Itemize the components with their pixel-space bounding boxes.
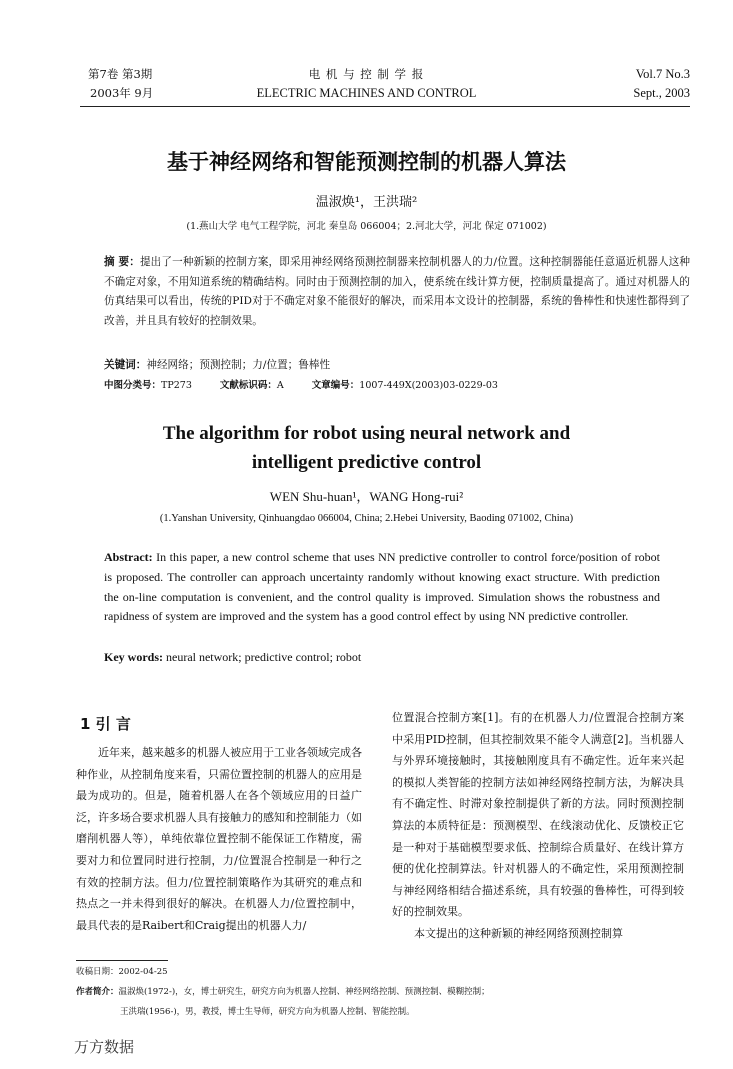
authors-en: WEN Shu-huan¹，WANG Hong-rui² (269, 489, 464, 504)
header-journal-en: ELECTRIC MACHINES AND CONTROL (256, 86, 477, 100)
footnote-bio-1 (76, 984, 696, 1001)
doc-code-label: 文献标识码： (219, 380, 277, 391)
header-volume-en: Vol.7 No.3 (635, 67, 690, 81)
header-volume-cn: 第7卷 第3期 (88, 67, 153, 81)
doc-code-value: A (276, 380, 284, 391)
title-en-line1: The algorithm for robot using neural network and (162, 423, 571, 444)
title-cn: 基于神经网络和智能预测控制的机器人算法 (167, 150, 566, 174)
keywords-cn-text: 神经网络；预测控制；力/位置；鲁棒性 (146, 359, 331, 371)
header-date-cn: 2003年 9月 (90, 86, 154, 100)
body-paragraph: 近年来，越来越多的机器人被应用于工业各领域完成各种作业，从控制角度来看，只需位置控制的机器人的应用是最为成功的。但是，随着机器人在各个领域应用的日益广泛，许多场合要求机器人具有接触力的感知和控制能力（如磨削机器人等），单纯依靠位置控制不能保证工作精度，需要对力和位置同时进行控制，力/位置混合控制是一种行之有效的控制方法。但力/位置控制策略作为其研究的难点和热点之一并未得到很好的解决。在机器人力/位置控制中，最具代表的是Raibert和Craig提出的机器人力/ (76, 746, 362, 932)
header-date-en: Sept., 2003 (633, 86, 690, 100)
footnote-bio-2: 王洪瑞(1956-)，男，教授，博士生导师，研究方向为机器人控制、智能控制。 (120, 1007, 415, 1017)
article-no-value: 1007-449X(2003)03-0229-03 (359, 380, 498, 391)
abstract-cn-text: 提出了一种新颖的控制方案，即采用神经网络预测控制器来控制机器人的力/位置。这种控制器能任意逼近机器人这种不确定对象，不用知道系统的精确结构。同时由于预测控制的加入，使系统在线计算方便，控制质量提高了。通过对机器人的仿真结果可以看出，传统的PID对于不确定对象不能很好的解决，而采用本文设计的控制器，系统的鲁棒性和快速性都得到了改善，并且具有较好的控制效果。 (104, 256, 690, 327)
footnote-rule (76, 960, 168, 961)
affiliation-cn: (1.燕山大学 电气工程学院，河北 秦皇岛 066004；2.河北大学，河北 保定 071002) (186, 221, 547, 232)
section-heading: 1 引 言 (80, 715, 131, 733)
affiliation-en: (1.Yanshan University, Qinhuangdao 066004, China; 2.Hebei University, Baoding 071002, China) (159, 513, 574, 524)
left-column (76, 742, 362, 936)
body-paragraph: 位置混合控制方案[1]。有的在机器人力/位置混合控制方案中采用PID控制，但其控制效果不能令人满意[2]。当机器人与外界环境接触时，其接触刚度具有不确定性。近年来兴起的模拟人类智能的控制方法如神经网络控制方法，为解决具有不确定性、时滞对象控制提供了新的方法。同时预测控制算法的本质特征是：预测模型、在线滚动优化、反馈校正它是一种对于基础模型要求低、控制综合质量好、在线计算方便的优化控制算法。针对机器人的不确定性，采用预测控制与神经网络相结合描述系统，具有较强的鲁棒性，可得到较好的控制效果。 (392, 711, 684, 919)
body-paragraph: 本文提出的这种新颖的神经网络预测控制算 (414, 926, 623, 940)
footnote-bio-1-text: 温淑焕(1972-)，女，博士研究生，研究方向为机器人控制、神经网络控制、预测控制、模糊控制； (118, 987, 490, 997)
abstract-cn (104, 253, 690, 331)
footnote-bio-label: 作者简介： (76, 987, 119, 997)
abstract-en-text: In this paper, a new control scheme that uses NN predictive controller to control force/position of robot is proposed. The controller can approach uncertainty randomly without knowing exact structure. With prediction the on-line computation is convenient, and the control quality is improved. Simulation shows the robustness and rapidness of system are improved and the system has a good control effect by using NN predictive controller. (104, 550, 660, 624)
keywords-cn-label: 关键词： (104, 359, 147, 371)
header-journal-cn: 电 机 与 控 制 学 报 (308, 67, 425, 81)
header-rule (80, 106, 690, 107)
authors-cn: 温淑焕¹，王洪瑞² (315, 195, 418, 210)
keywords-en-text: neural network; predictive control; robot (163, 650, 362, 664)
keywords-en-label: Key words: (104, 650, 163, 664)
abstract-en-label: Abstract: (104, 550, 153, 564)
abstract-cn-label: 摘 要： (104, 256, 140, 268)
keywords-cn (104, 356, 690, 376)
clc-label: 中图分类号： (104, 380, 162, 391)
title-en-line2: intelligent predictive control (251, 452, 482, 473)
right-column (392, 707, 684, 945)
clc-value: TP273 (161, 380, 192, 391)
article-no-label: 文章编号： (311, 380, 360, 391)
abstract-en (104, 548, 660, 627)
watermark-text: 万方数据 (74, 1038, 135, 1056)
footnote-received: 收稿日期：2002-04-25 (76, 967, 168, 977)
classification-line (104, 377, 498, 391)
keywords-en (104, 648, 660, 668)
